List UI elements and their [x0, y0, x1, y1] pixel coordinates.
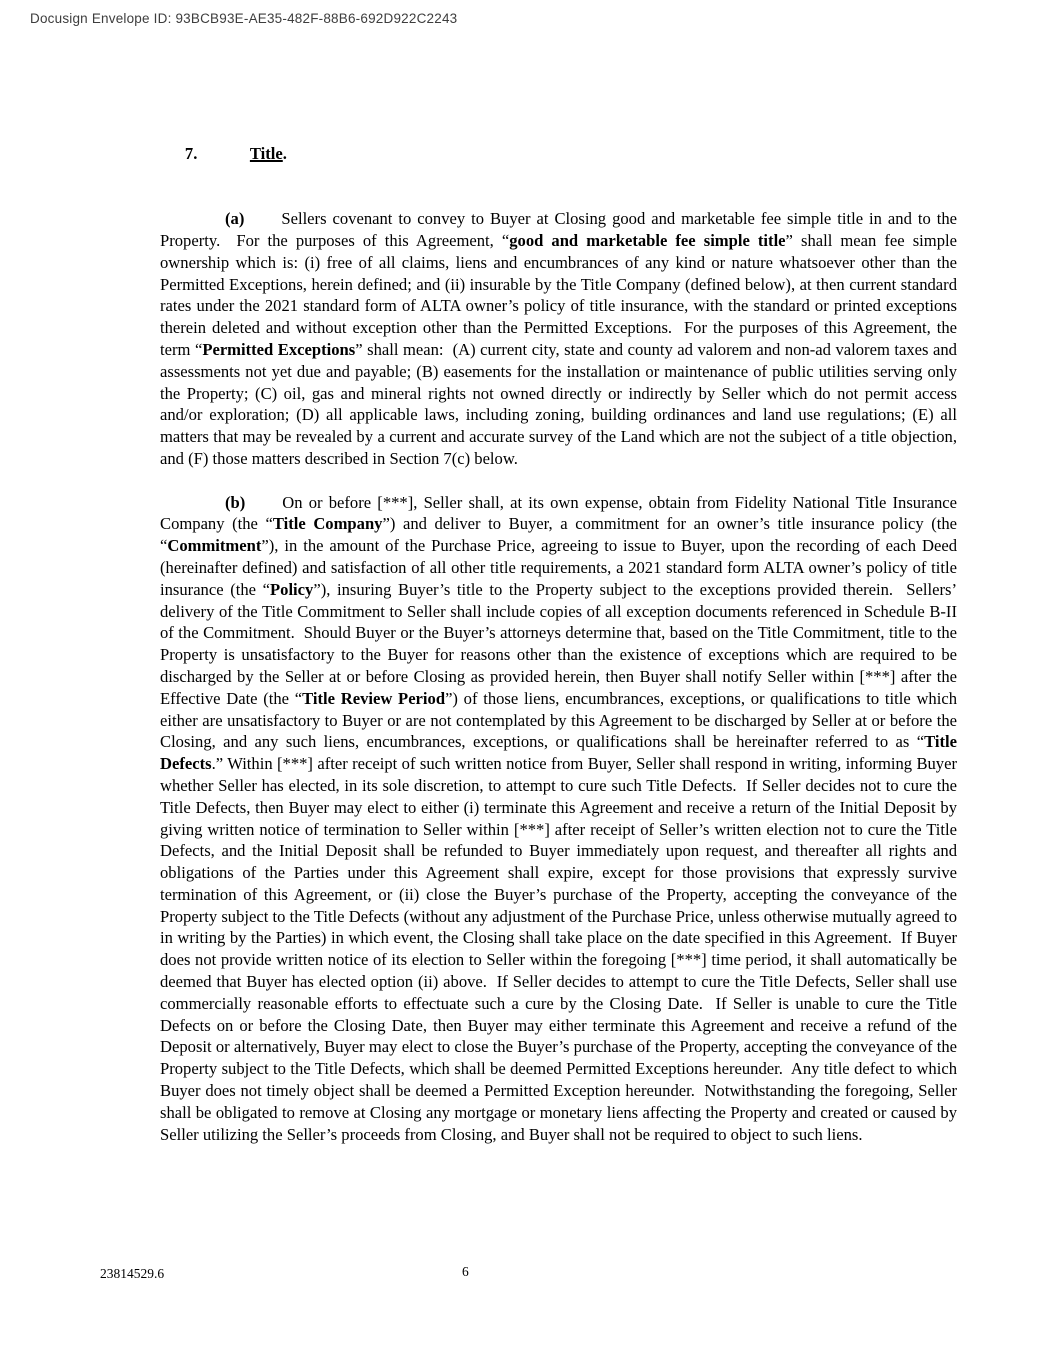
defined-term: Commitment [167, 536, 262, 556]
section-heading [160, 121, 957, 186]
footer-document-number: 23814529.6 [100, 1266, 165, 1281]
paragraph-label: (b) [225, 492, 246, 512]
text-segment: Sellers covenant to convey to Buyer at Closing good and marketable fee simple title in and to the Property. For the purposes of this Agreement, “ [160, 209, 962, 250]
defined-term: Policy [270, 579, 314, 599]
footer-page-number: 6 [462, 1264, 469, 1279]
body-paragraphs [160, 208, 962, 1145]
section-title-period: . [282, 143, 287, 163]
defined-term: Title Review Period [302, 688, 446, 708]
text-segment: ”) of those liens, encumbrances, exceptions, or qualifications to title which either are unsatisfactory to Buyer or are not contemplated by this Agreement to be discharged by Seller at or before the Closing, and any such liens, encumbrances, exceptions, or qualifications shall be hereinafter referred to as “ [160, 688, 962, 752]
text-segment: On or before [***], Seller shall, at its own expense, obtain from Fidelity National Title Insurance Company (the “ [160, 492, 962, 534]
paragraph-b [160, 492, 962, 1146]
text-segment: ”), in the amount of the Purchase Price, agreeing to issue to Buyer, upon the recording of each Deed (hereinafter defined) and satisfaction of all other title requirements, a 2021 standard form ALTA owner’s policy of title insurance (the “ [160, 536, 962, 599]
docusign-envelope-id: Docusign Envelope ID: 93BCB93E-AE35-482F-88B6-692D922C2243 [30, 11, 458, 26]
section-title: Title [249, 143, 283, 163]
defined-term: Title Company [272, 514, 383, 534]
text-segment: ”) and deliver to Buyer, a commitment for an owner’s title insurance policy (the “ [160, 514, 962, 556]
text-segment: ”), insuring Buyer’s title to the Property subject to the exceptions provided therein. Sellers’ delivery of the Title Commitment to Seller shall include copies of all exception documents referenced in Schedule B-II of the Commitment. Should Buyer or the Buyer’s attorneys determine that, based on the Title Commitment, title to the Property is unsatisfactory to the Buyer for reasons other than the existence of exceptions which are required to be discharged by the Seller at or before Closing as provided herein, then Buyer shall notify Seller within [***] after the Effective Date (the “ [160, 579, 962, 708]
defined-term: good and marketable fee simple title [509, 230, 786, 250]
defined-term: Title Defects [160, 732, 962, 774]
paragraph-a [160, 208, 962, 470]
text-segment: ” shall mean: (A) current city, state and county ad valorem and non-ad valorem taxes and assessments not yet due and payable; (B) easements for the installation or maintenance of public utilities serving only the Property; (C) oil, gas and mineral rights not owned directly or indirectly by Seller which do not permit access and/or exploration; (D) all applicable laws, including zoning, building ordinances and land use regulations; (E) all matters that may be revealed by a current and accurate survey of the Land which are not the subject of a title objection, and (F) those matters described in Section 7(c) below. [160, 339, 962, 468]
section-number: 7. [184, 143, 198, 163]
text-segment: ” shall mean fee simple ownership which is: (i) free of all claims, liens and encumbrances of any kind or nature whatsoever other than the Permitted Exceptions, herein defined; and (ii) insurable by the Title Company (defined below), at then current standard rates under the 2021 standard form of ALTA owner’s policy of title insurance, with the standard or printed exceptions therein deleted and without exception other than the Permitted Exceptions. For the purposes of this Agreement, the term “ [160, 230, 962, 359]
defined-term: Permitted Exceptions [202, 339, 356, 359]
document-body [160, 121, 962, 1145]
paragraph-label: (a) [225, 209, 245, 229]
text-segment: .” Within [***] after receipt of such written notice from Buyer, Seller shall respond in writing, informing Buyer whether Seller has elected, in its sole discretion, to attempt to cure such Title Defects. If Seller decides not to cure the Title Defects, then Buyer may elect to either (i) terminate this Agreement and receive a return of the Initial Deposit by giving written notice of termination to Seller within [***] after receipt of Seller’s written election not to cure the Title Defects, and the Initial Deposit shall be refunded to Buyer immediately upon request, and thereafter all rights and obligations of the Parties under this Agreement shall expire, except for those provisions that expressly survive termination of this Agreement, or (ii) close the Buyer’s purchase of the Property, accepting the conveyance of the Property subject to the Title Defects (without any adjustment of the Purchase Price, unless otherwise mutually agreed to in writing by the Parties) in which event, the Closing shall take place on the date specified in this Agreement. If Buyer does not provide written notice of its election to Seller within the foregoing [***] time period, it shall automatically be deemed that Buyer has elected option (ii) above. If Seller decides to attempt to cure the Title Defects, Seller shall use commercially reasonable efforts to effectuate such a cure by the Closing Date. If Seller is unable to cure the Title Defects on or before the Closing Date, then Buyer may either terminate this Agreement and receive a refund of the Deposit or alternatively, Buyer may elect to close the Buyer’s purchase of the Property, accepting the conveyance of the Property subject to the Title Defects, which shall be deemed Permitted Exceptions hereunder. Any title defect to which Buyer does not timely object shall be deemed a Permitted Exception hereunder. Notwithstanding the foregoing, Seller shall be obligated to remove at Closing any mortgage or monetary liens affecting the Property and created or caused by Seller utilizing the Seller’s proceeds from Closing, and Buyer shall not be required to object to such liens. [160, 754, 962, 1144]
